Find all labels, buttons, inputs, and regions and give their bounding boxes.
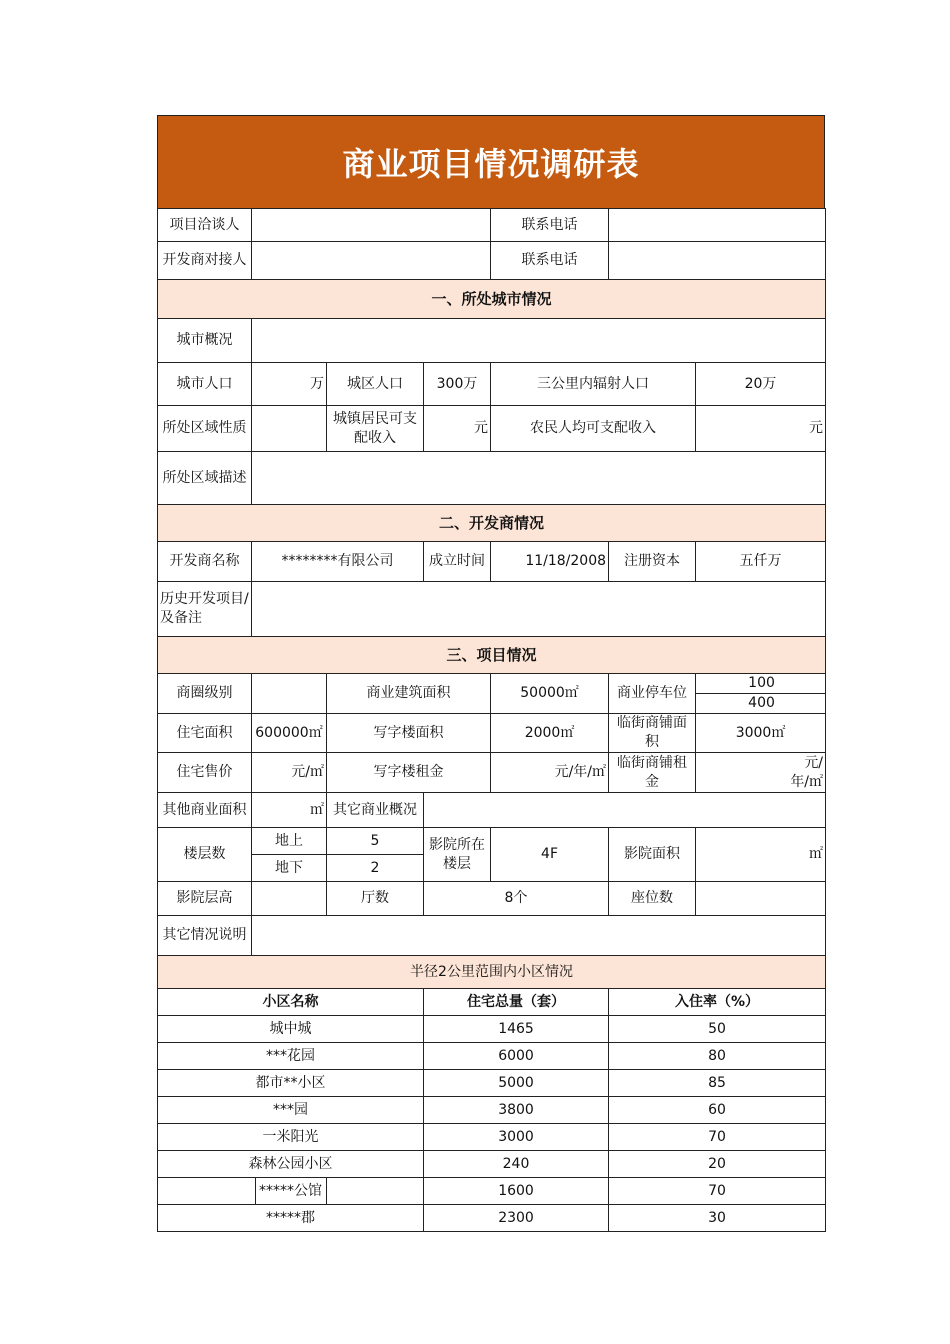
parking-under-cell (696, 694, 826, 714)
other-overview-field[interactable] (424, 793, 826, 828)
residential-area-label: 住宅面积 (158, 714, 252, 753)
community-units: 6000 (424, 1043, 609, 1070)
cinema-area-field[interactable]: ㎡ (696, 828, 826, 882)
area-desc-label: 所处区域描述 (158, 452, 252, 505)
rural-income-label: 农民人均可支配收入 (491, 406, 696, 452)
other-notes-field[interactable] (252, 916, 826, 956)
office-rent-field[interactable]: 元/年/㎡ (491, 753, 609, 793)
community-name: 都市**小区 (158, 1070, 424, 1097)
table-row (158, 1151, 826, 1178)
cinema-floor-label: 影院所在楼层 (424, 828, 491, 882)
street-shop-area-value[interactable]: 3000㎡ (696, 714, 826, 753)
dev-name-label: 开发商名称 (158, 542, 252, 582)
developer-contact-field[interactable] (252, 242, 491, 280)
negotiator-label: 项目洽谈人 (158, 209, 252, 242)
cinema-area-label: 影院面积 (609, 828, 696, 882)
community-units: 3000 (424, 1124, 609, 1151)
community-name: 一米阳光 (158, 1124, 424, 1151)
city-pop-label: 城市人口 (158, 363, 252, 406)
community-occupancy: 20 (609, 1151, 826, 1178)
residential-area-value[interactable]: 600000㎡ (252, 714, 327, 753)
street-shop-area-label: 临街商铺面积 (609, 714, 696, 753)
rural-income-field[interactable]: 元 (696, 406, 826, 452)
community-occupancy: 70 (609, 1124, 826, 1151)
parking-cell (609, 674, 696, 714)
phone1-label: 联系电话 (491, 209, 609, 242)
table-row (158, 1016, 826, 1043)
table-row (158, 1043, 826, 1070)
district-pop-value[interactable]: 300万 (424, 363, 491, 406)
history-label: 历史开发项目/及备注 (158, 582, 252, 637)
community-occupancy: 80 (609, 1043, 826, 1070)
urban-income-field[interactable]: 元 (424, 406, 491, 452)
radius-pop-value[interactable]: 20万 (696, 363, 826, 406)
section3-header: 三、项目情况 (158, 637, 826, 674)
community-units: 2300 (424, 1205, 609, 1232)
city-overview-field[interactable] (252, 319, 826, 363)
survey-table (157, 208, 826, 1232)
communities-header: 半径2公里范围内小区情况 (158, 956, 826, 989)
col-header-name: 小区名称 (158, 989, 424, 1016)
area-desc-field[interactable] (252, 452, 826, 505)
district-pop-label: 城区人口 (327, 363, 424, 406)
table-row (158, 1205, 826, 1232)
office-area-value[interactable]: 2000㎡ (491, 714, 609, 753)
cinema-height-label: 影院层高 (158, 882, 252, 916)
community-units: 1600 (424, 1178, 609, 1205)
founded-label: 成立时间 (424, 542, 491, 582)
dev-name-value[interactable]: ********有限公司 (252, 542, 424, 582)
community-units: 240 (424, 1151, 609, 1178)
table-row (158, 1097, 826, 1124)
phone2-label: 联系电话 (491, 242, 609, 280)
other-area-label: 其他商业面积 (158, 793, 252, 828)
floors-above-label: 地上 (252, 828, 327, 855)
community-occupancy: 70 (609, 1178, 826, 1205)
commercial-area-label: 商业建筑面积 (327, 674, 491, 714)
city-overview-label: 城市概况 (158, 319, 252, 363)
form-title: 商业项目情况调研表 (157, 115, 825, 208)
other-notes-label: 其它情况说明 (158, 916, 252, 956)
community-occupancy: 60 (609, 1097, 826, 1124)
city-pop-field[interactable]: 万 (252, 363, 327, 406)
circle-level-label: 商圈级别 (158, 674, 252, 714)
community-occupancy: 50 (609, 1016, 826, 1043)
community-name: ***花园 (158, 1043, 424, 1070)
other-overview-label: 其它商业概况 (327, 793, 424, 828)
survey-sheet (157, 115, 825, 1232)
community-name: *****郡 (158, 1205, 424, 1232)
community-occupancy: 85 (609, 1070, 826, 1097)
halls-label: 厅数 (327, 882, 424, 916)
commercial-area-value[interactable]: 50000㎡ (491, 674, 609, 714)
community-name-cell (158, 1178, 424, 1205)
area-nature-label: 所处区域性质 (158, 406, 252, 452)
section1-header: 一、所处城市情况 (158, 280, 826, 319)
table-row (158, 1070, 826, 1097)
floors-label: 楼层数 (158, 828, 252, 882)
seats-label: 座位数 (609, 882, 696, 916)
community-units: 1465 (424, 1016, 609, 1043)
negotiator-field[interactable] (252, 209, 491, 242)
area-nature-field[interactable] (252, 406, 327, 452)
capital-value[interactable]: 五仟万 (696, 542, 826, 582)
section2-header: 二、开发商情况 (158, 505, 826, 542)
parking-label: 商业停车位 (617, 685, 688, 701)
community-name: ***园 (158, 1097, 424, 1124)
halls-value[interactable]: 8个 (424, 882, 609, 916)
residential-price-field[interactable]: 元/㎡ (252, 753, 327, 793)
floors-below-value[interactable]: 2 (327, 855, 424, 882)
urban-income-label: 城镇居民可支配收入 (327, 406, 424, 452)
col-header-occupancy: 入住率（%） (609, 989, 826, 1016)
phone2-field[interactable] (609, 242, 826, 280)
parking-under-value[interactable]: 400 (748, 695, 775, 711)
cinema-floor-value[interactable]: 4F (491, 828, 609, 882)
parking-ground-cell (696, 674, 826, 694)
table-row (158, 1178, 826, 1205)
community-name: 森林公园小区 (158, 1151, 424, 1178)
col-header-units: 住宅总量（套） (424, 989, 609, 1016)
office-rent-label: 写字楼租金 (327, 753, 491, 793)
cinema-height-field[interactable] (252, 882, 327, 916)
residential-price-label: 住宅售价 (158, 753, 252, 793)
floors-below-label: 地下 (252, 855, 327, 882)
capital-label: 注册资本 (609, 542, 696, 582)
floors-above-value[interactable]: 5 (327, 828, 424, 855)
table-row (158, 1124, 826, 1151)
community-name: 城中城 (158, 1016, 424, 1043)
circle-level-field[interactable] (252, 674, 327, 714)
office-area-label: 写字楼面积 (327, 714, 491, 753)
founded-value[interactable]: 11/18/2008 (491, 542, 609, 582)
other-area-field[interactable]: ㎡ (252, 793, 327, 828)
community-occupancy: 30 (609, 1205, 826, 1232)
community-units: 3800 (424, 1097, 609, 1124)
phone1-field[interactable] (609, 209, 826, 242)
seats-field[interactable] (696, 882, 826, 916)
street-shop-rent-field[interactable]: 元/年/㎡ (696, 753, 826, 793)
street-shop-rent-label: 临街商铺租金 (609, 753, 696, 793)
community-name: *****公馆 (255, 1178, 327, 1204)
history-field[interactable] (252, 582, 826, 637)
parking-ground-value[interactable]: 100 (748, 675, 775, 691)
community-units: 5000 (424, 1070, 609, 1097)
radius-pop-label: 三公里内辐射人口 (491, 363, 696, 406)
developer-contact-label: 开发商对接人 (158, 242, 252, 280)
